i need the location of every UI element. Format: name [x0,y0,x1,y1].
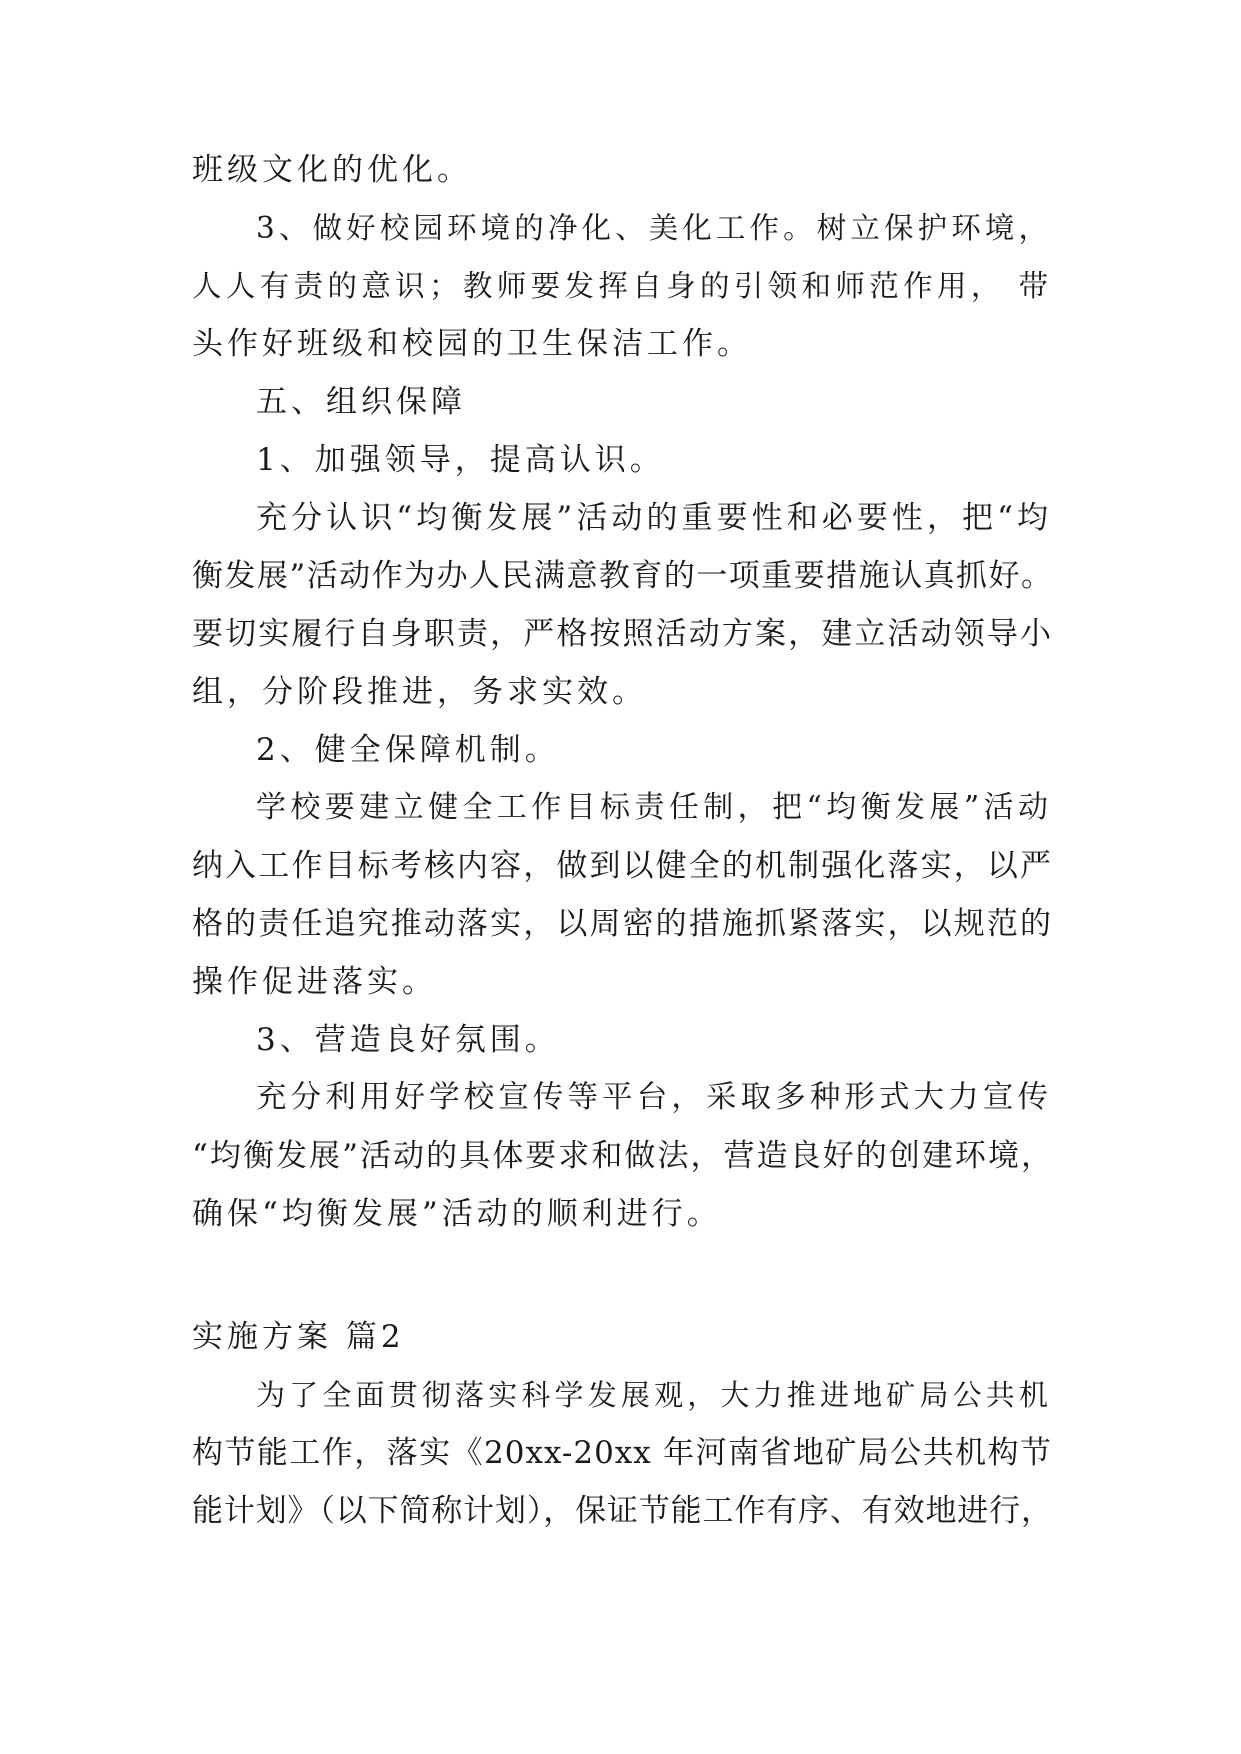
text-line: 衡发展”活动作为办人民满意教育的一项重要措施认真抓好。 [192,558,1052,594]
text-line: 头作好班级和校园的卫生保洁工作。 [192,326,752,362]
text-line: 人人有责的意识；教师要发挥自身的引领和师范作用， 带 [192,269,1052,303]
text-line: 操作促进落实。 [192,964,437,1000]
section-heading: 五、组织保障 [256,384,466,420]
text-line: 2、健全保障机制。 [256,732,560,768]
text-line: 要切实履行自身职责，严格按照活动方案，建立活动领导小 [192,616,1052,652]
text-line: 学校要建立健全工作目标责任制，把“均衡发展”活动 [256,790,1052,825]
text-line: 为了全面贯彻落实科学发展观，大力推进地矿局公共机 [256,1378,1052,1412]
text-line: 组，分阶段推进，务求实效。 [192,674,647,710]
text-line: 3、营造良好氛围。 [256,1022,560,1058]
text-line: 能计划》（以下简称计划），保证节能工作有序、有效地进行， [192,1493,1052,1529]
text-line: 充分利用好学校宣传等平台，采取多种形式大力宣传 [256,1080,1052,1115]
text-line: 确保“均衡发展”活动的顺利进行。 [192,1196,722,1232]
text-line: “均衡发展”活动的具体要求和做法，营造良好的创建环境， [192,1138,1052,1174]
text-line: 构节能工作，落实《20xx-20xx 年河南省地矿局公共机构节 [192,1435,1052,1471]
text-line: 3、做好校园环境的净化、美化工作。树立保护环境， [256,211,1052,245]
text-line: 格的责任追究推动落实，以周密的措施抓紧落实，以规范的 [192,906,1052,942]
text-line: 纳入工作目标考核内容，做到以健全的机制强化落实，以严 [192,848,1052,884]
section-title: 实施方案 篇2 [192,1319,405,1355]
text-line: 班级文化的优化。 [192,152,472,188]
text-line: 1、加强领导，提高认识。 [256,442,665,478]
text-line: 充分认识“均衡发展”活动的重要性和必要性，把“均 [256,500,1052,536]
